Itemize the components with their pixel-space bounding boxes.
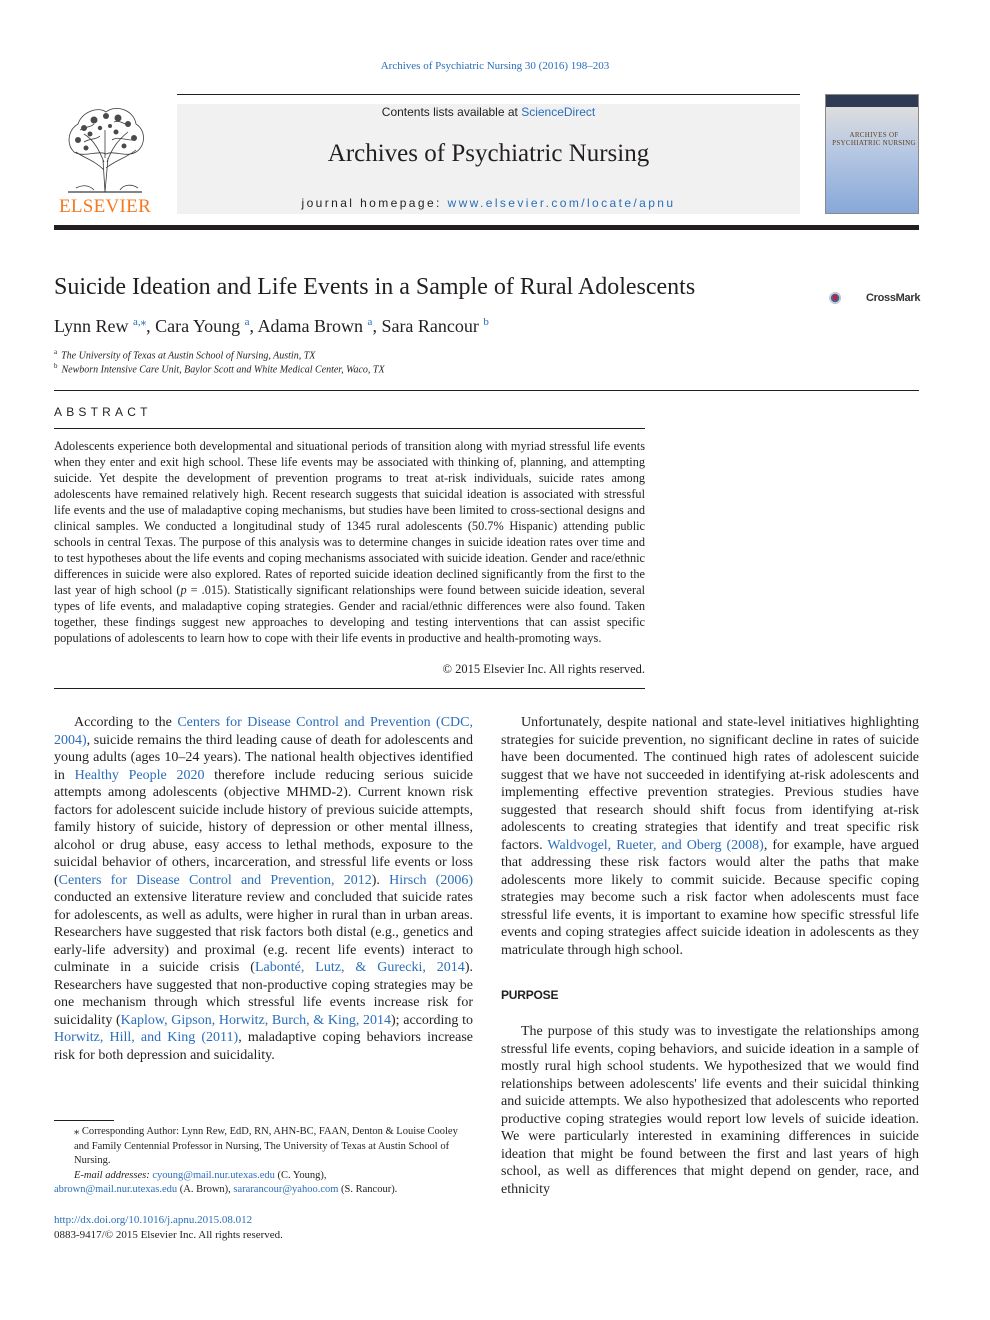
homepage-prefix: journal homepage:	[301, 196, 448, 210]
citation-link[interactable]: Kaplow, Gipson, Horwitz, Burch, & King, 2014	[120, 1012, 392, 1028]
author-affiliation-marker[interactable]: a	[367, 316, 373, 328]
author-name: Cara Young	[155, 316, 241, 336]
body-text: ).	[371, 872, 390, 888]
author-affiliation-marker[interactable]: b	[483, 316, 489, 328]
author-affiliation-marker[interactable]: a,⁎	[133, 316, 147, 328]
homepage-link[interactable]: www.elsevier.com/locate/apnu	[447, 196, 676, 210]
email-label: E-mail addresses:	[74, 1169, 153, 1181]
footnote-rule	[54, 1120, 114, 1121]
footnote-emails-cont	[54, 1183, 473, 1198]
cover-strip	[826, 95, 919, 107]
citation-link[interactable]: Centers for Disease Control and Prevention, 2012	[58, 872, 372, 888]
footnote-text: Corresponding Author: Lynn Rew, EdD, RN, AHN-BC, FAAN, Denton & Louise Cooley and Family Centennial Professor in Nursing, The University of Texas at Austin School of Nursing.	[74, 1126, 458, 1166]
body-text: , maladaptive coping behaviors increase risk for both depression and suicidality.	[54, 1030, 473, 1063]
p-value-symbol: p	[180, 583, 187, 597]
citation-link[interactable]: Labonté, Lutz, & Gurecki, 2014	[254, 960, 465, 975]
body-text: ). Researchers have suggested that non-productive coping strategies may be one mechanism through which stressful life events increase risk for suicidality (	[54, 960, 473, 1028]
background-paragraph	[501, 714, 919, 959]
body-column-right	[501, 714, 919, 959]
citation-link[interactable]: Horwitz, Hill, and King (2011)	[54, 1030, 239, 1045]
abstract-body	[54, 438, 645, 646]
footnote-corresponding	[54, 1125, 473, 1169]
abstract-heading: ABSTRACT	[54, 405, 152, 419]
purpose-paragraph: The purpose of this study was to investigate the relationships among stressful life events, coping behaviors, and suicide ideation in a sample of mostly rural high school students. We hypothesized that we would find relationships between adolescents' life events and their suicidal thinking and suicide attempts. We also hypothesized that adolescents who reported productive coping strategies would report low levels of suicide ideation. We were particularly interested in examining differences in suicide ideation that might be found between the first and last years of high school, as well as differences that might depend on gender, race, and ethnicity	[501, 1024, 919, 1197]
header-rule	[54, 225, 919, 230]
abstract-bottom-rule	[54, 688, 645, 689]
email-link[interactable]: abrown@mail.nur.utexas.edu	[54, 1184, 178, 1195]
body-text: conducted an extensive literature review and concluded that suicide rates for adolescents, as well as adults, were higher in rural than in urban areas. Researchers have suggested that risk factors both distal (e.g., genetics and early-life adversity) and proximal (e.g. recent life events) interact to culminate in a suicide crisis (	[54, 890, 473, 975]
abstract-text-part: = .015). Statistically significant relationships were found between suicide ideation, several types of life events, and maladaptive coping strategies. Gender and racial/ethnic differences were also found. Taken together, these findings suggest new approaches to developing and testing interventions that can assist specific populations of adolescents to learn how to cope with their life events in productive and health-promoting ways.	[54, 583, 645, 645]
corresponding-author-footnote	[54, 1125, 473, 1198]
contents-line	[177, 105, 800, 119]
email-owner: (C. Young),	[274, 1169, 327, 1181]
body-text: ); according to	[391, 1012, 473, 1028]
contents-prefix: Contents lists available at	[381, 105, 522, 119]
cover-title: ARCHIVES OF PSYCHIATRIC NURSING	[832, 131, 916, 147]
affiliation-rule	[54, 390, 919, 391]
doi-link[interactable]: http://dx.doi.org/10.1016/j.apnu.2015.08.012	[54, 1214, 253, 1226]
body-text: According to the	[74, 715, 178, 730]
abstract-text-part: Adolescents experience both developmental and situational periods of transition along with myriad stressful life events when they enter and exit high school. These life events may be associated with thinking of, planning, and attempting suicide. Yet despite the development of prevention programs to treat at-risk individuals, suicide rates among adolescents have remained relatively high. Recent research suggests that suicidal ideation is associated with stressful life events and the use of maladaptive coping mechanisms, but studies have been limited to cross-sectional designs and clinical samples. We conducted a longitudinal study of 1345 rural adolescents (50.7% Hispanic) attending public schools in central Texas. The purpose of this analysis was to determine changes in suicide ideation rates over time and to test hypotheses about the life events and coping mechanisms associated with suicide ideation. Gender and race/ethnic differences in suicide were also explored. Rates of reported suicide ideation declined significantly from the first to the last year of high school (	[54, 439, 645, 597]
citation-link[interactable]: Hirsch (2006)	[389, 872, 474, 888]
footnote-emails	[54, 1169, 473, 1184]
citation-link[interactable]: Healthy People 2020	[74, 767, 205, 783]
citation-link[interactable]: Waldvogel, Rueter, and Oberg (2008)	[547, 837, 764, 853]
email-link[interactable]: cyoung@mail.nur.utexas.edu	[152, 1169, 275, 1181]
affiliation-key: a	[54, 348, 58, 356]
masthead-top-rule	[177, 94, 800, 95]
affiliation-b	[54, 362, 754, 375]
crossmark-icon[interactable]	[829, 281, 865, 315]
author-name: Adama Brown	[257, 316, 364, 336]
purpose-heading: PURPOSE	[501, 988, 559, 1002]
author-list: Lynn Rew $^{a,⁎}$, Cara Young $^a$, Adama Brown $^a$, Sara Rancour $^b$	[54, 316, 489, 336]
intro-paragraph	[54, 714, 473, 1064]
author-affiliation-marker[interactable]: a	[244, 316, 250, 328]
email-owner: (S. Rancour).	[338, 1184, 398, 1195]
abstract-copyright: © 2015 Elsevier Inc. All rights reserved.	[442, 662, 645, 676]
body-text: , for example, have argued that addressing these risk factors would alter the paths that make adolescents more likely to commit suicide. Because specific coping strategies may become such a risk factor when adolescents must face stressful life events, it is important to examine how specific stressful life events and coping strategies affect suicide ideation in adolescents as they matriculate through high school.	[501, 837, 919, 958]
journal-citation[interactable]	[0, 60, 990, 72]
footnote-marker: ⁎	[74, 1126, 80, 1137]
citation-link[interactable]: Centers for Disease Control and Prevention (CDC, 2004)	[54, 715, 473, 748]
journal-homepage	[177, 196, 800, 210]
body-text: Unfortunately, despite national and state-level initiatives highlighting strategies for suicide prevention, no significant decline in rates of suicide have been documented. The continued high rates of adolescent suicide suggest that we have not succeeded in identifying at-risk adolescents and implementing effective prevention strategies. Previous studies have suggested that research should shift focus from identifying at-risk adolescents to creating strategies that identify and treat specific risk factors.	[501, 715, 919, 853]
purpose-section	[501, 1023, 919, 1198]
email-owner: (A. Brown),	[177, 1184, 234, 1195]
abstract-top-rule	[54, 428, 645, 429]
doi-block	[54, 1213, 283, 1243]
author-name: Sara Rancour	[381, 316, 479, 336]
journal-title: Archives of Psychiatric Nursing	[327, 140, 650, 167]
article-title: Suicide Ideation and Life Events in a Sample of Rural Adolescents	[54, 274, 696, 300]
author-name: Lynn Rew	[54, 316, 129, 336]
body-text: therefore include reducing serious suicide attempts among adolescents (objective MHMD-2). Current known risk factors for adolescent suicide include history of previous suicide attempts, family history of suicide, history of depression or other mental illness, alcohol or drug abuse, easy access to lethal methods, exposure to the suicidal behavior of others, incarceration, and stressful life events or loss (	[54, 767, 474, 888]
affiliation-text: The University of Texas at Austin School of Nursing, Austin, TX	[61, 350, 316, 362]
affiliation-text: Newborn Intensive Care Unit, Baylor Scott and White Medical Center, Waco, TX	[61, 364, 385, 376]
citation-text[interactable]: Archives of Psychiatric Nursing 30 (2016) 198–203	[380, 60, 610, 72]
elsevier-wordmark[interactable]: ELSEVIER	[58, 196, 152, 217]
crossmark-label[interactable]: CrossMark	[866, 292, 921, 304]
issn-line: 0883-9417/© 2015 Elsevier Inc. All rights reserved.	[54, 1229, 283, 1241]
sciencedirect-link[interactable]: ScienceDirect	[521, 105, 596, 119]
email-link[interactable]: sararancour@yahoo.com	[233, 1184, 339, 1195]
body-column-left	[54, 714, 473, 1064]
affiliation-key: b	[54, 362, 58, 370]
journal-cover-thumbnail[interactable]	[825, 94, 919, 214]
body-text: , suicide remains the third leading cause of death for adolescents and young adults (ages 10–24 years). The national health objectives identified in	[54, 732, 473, 783]
affiliation-a	[54, 348, 754, 361]
